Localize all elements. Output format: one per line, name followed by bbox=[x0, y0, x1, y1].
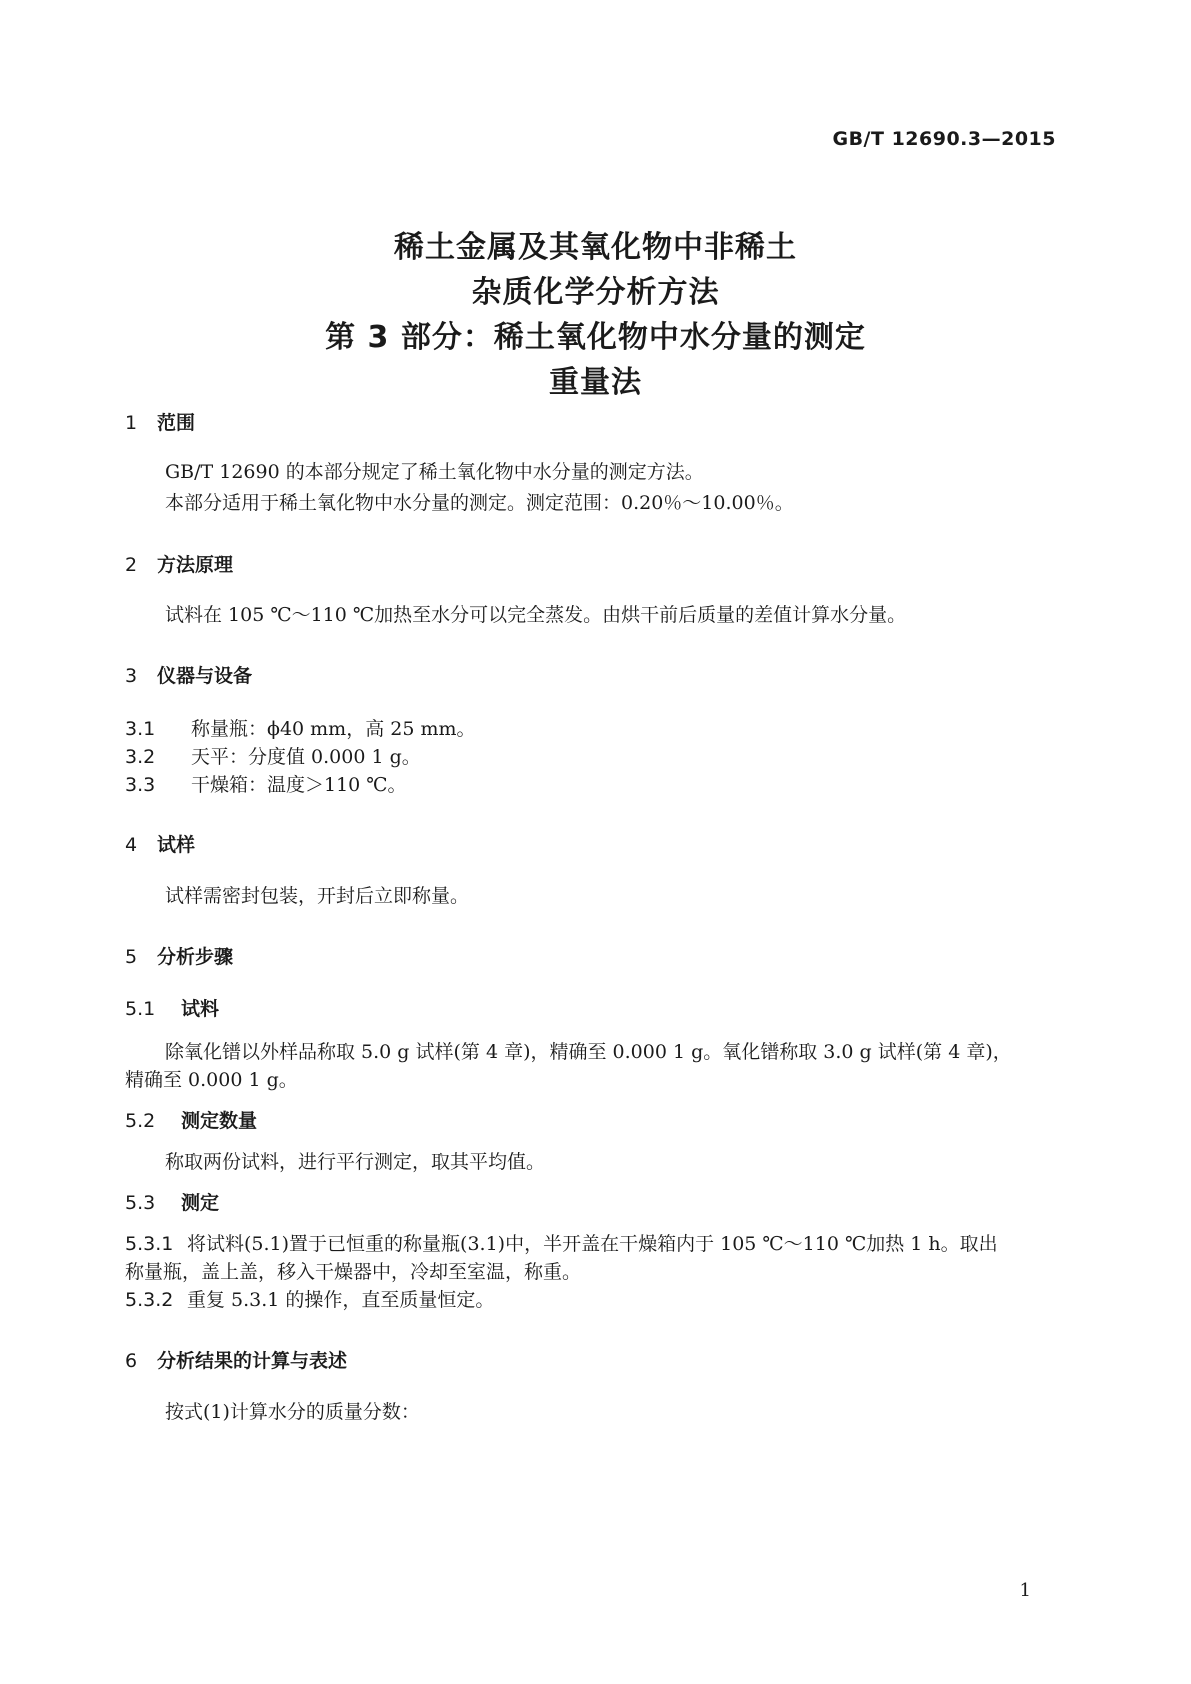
subsection-title: 试料 bbox=[181, 998, 220, 1020]
section-1-heading bbox=[125, 408, 195, 435]
subsection-number: 5.1 bbox=[125, 998, 156, 1020]
page-number: 1 bbox=[1019, 1580, 1031, 1601]
section-number: 6 bbox=[125, 1350, 138, 1372]
subsection-title: 测定 bbox=[181, 1192, 220, 1214]
section-number: 5 bbox=[125, 946, 138, 968]
item-text: 称量瓶：ϕ40 mm，高 25 mm。 bbox=[191, 718, 476, 740]
document-title bbox=[0, 225, 1191, 405]
item-number: 3.1 bbox=[125, 718, 156, 740]
section-title: 试样 bbox=[157, 834, 196, 856]
paragraph: 按式(1)计算水分的质量分数： bbox=[165, 1401, 420, 1423]
subsection-number: 5.3 bbox=[125, 1192, 156, 1214]
section-number: 3 bbox=[125, 665, 138, 687]
subsection-5-1-heading bbox=[125, 994, 219, 1021]
clause-number: 5.3.2 bbox=[125, 1289, 174, 1311]
subsection-title: 测定数量 bbox=[181, 1110, 258, 1132]
item-text: 干燥箱：温度＞110 ℃。 bbox=[191, 774, 407, 796]
item-number: 3.2 bbox=[125, 746, 156, 768]
title-line-4: 重量法 bbox=[549, 365, 642, 400]
clause-number: 5.3.1 bbox=[125, 1233, 174, 1255]
title-line-3: 第 3 部分：稀土氧化物中水分量的测定 bbox=[325, 320, 866, 355]
section-4-heading bbox=[125, 830, 195, 857]
section-2-heading bbox=[125, 550, 233, 577]
section-number: 2 bbox=[125, 554, 138, 576]
section-6-heading bbox=[125, 1346, 347, 1373]
section-number: 4 bbox=[125, 834, 138, 856]
paragraph-line: 精确至 0.000 1 g。 bbox=[125, 1069, 298, 1091]
paragraph: 本部分适用于稀土氧化物中水分量的测定。测定范围：0.20％～10.00％。 bbox=[165, 492, 794, 514]
section-title: 范围 bbox=[157, 412, 196, 434]
title-line-1: 稀土金属及其氧化物中非稀土 bbox=[394, 230, 797, 265]
section-3-heading bbox=[125, 661, 252, 688]
subsection-5-2-heading bbox=[125, 1106, 257, 1133]
paragraph: 试样需密封包装，开封后立即称量。 bbox=[165, 885, 470, 907]
item-number: 3.3 bbox=[125, 774, 156, 796]
section-title: 分析步骤 bbox=[157, 946, 234, 968]
list-item bbox=[125, 769, 407, 802]
section-title: 方法原理 bbox=[157, 554, 234, 576]
subsection-number: 5.2 bbox=[125, 1110, 156, 1132]
item-text: 天平：分度值 0.000 1 g。 bbox=[191, 746, 421, 768]
paragraph: GB/T 12690 的本部分规定了稀土氧化物中水分量的测定方法。 bbox=[165, 461, 704, 483]
standard-code: GB/T 12690.3—2015 bbox=[832, 128, 1056, 150]
section-title: 仪器与设备 bbox=[157, 665, 253, 687]
subsection-5-3-heading bbox=[125, 1188, 219, 1215]
clause-continuation: 称量瓶，盖上盖，移入干燥器中，冷却至室温，称重。 bbox=[125, 1261, 582, 1283]
clause-text: 将试料(5.1)置于已恒重的称量瓶(3.1)中，半开盖在干燥箱内于 105 ℃～110 ℃加热 1 h。取出 bbox=[187, 1233, 998, 1255]
section-5-heading bbox=[125, 942, 233, 969]
title-line-2: 杂质化学分析方法 bbox=[471, 275, 720, 310]
section-title: 分析结果的计算与表述 bbox=[157, 1350, 348, 1372]
section-number: 1 bbox=[125, 412, 138, 434]
clause-5-3-2 bbox=[125, 1284, 494, 1317]
paragraph-line: 除氧化镨以外样品称取 5.0 g 试样(第 4 章)，精确至 0.000 1 g。氧化镨称取 3.0 g 试样(第 4 章)， bbox=[165, 1041, 1012, 1063]
paragraph: 试料在 105 ℃～110 ℃加热至水分可以完全蒸发。由烘干前后质量的差值计算水分量。 bbox=[165, 604, 907, 626]
clause-text: 重复 5.3.1 的操作，直至质量恒定。 bbox=[187, 1289, 495, 1311]
paragraph: 称取两份试料，进行平行测定，取其平均值。 bbox=[165, 1151, 546, 1173]
